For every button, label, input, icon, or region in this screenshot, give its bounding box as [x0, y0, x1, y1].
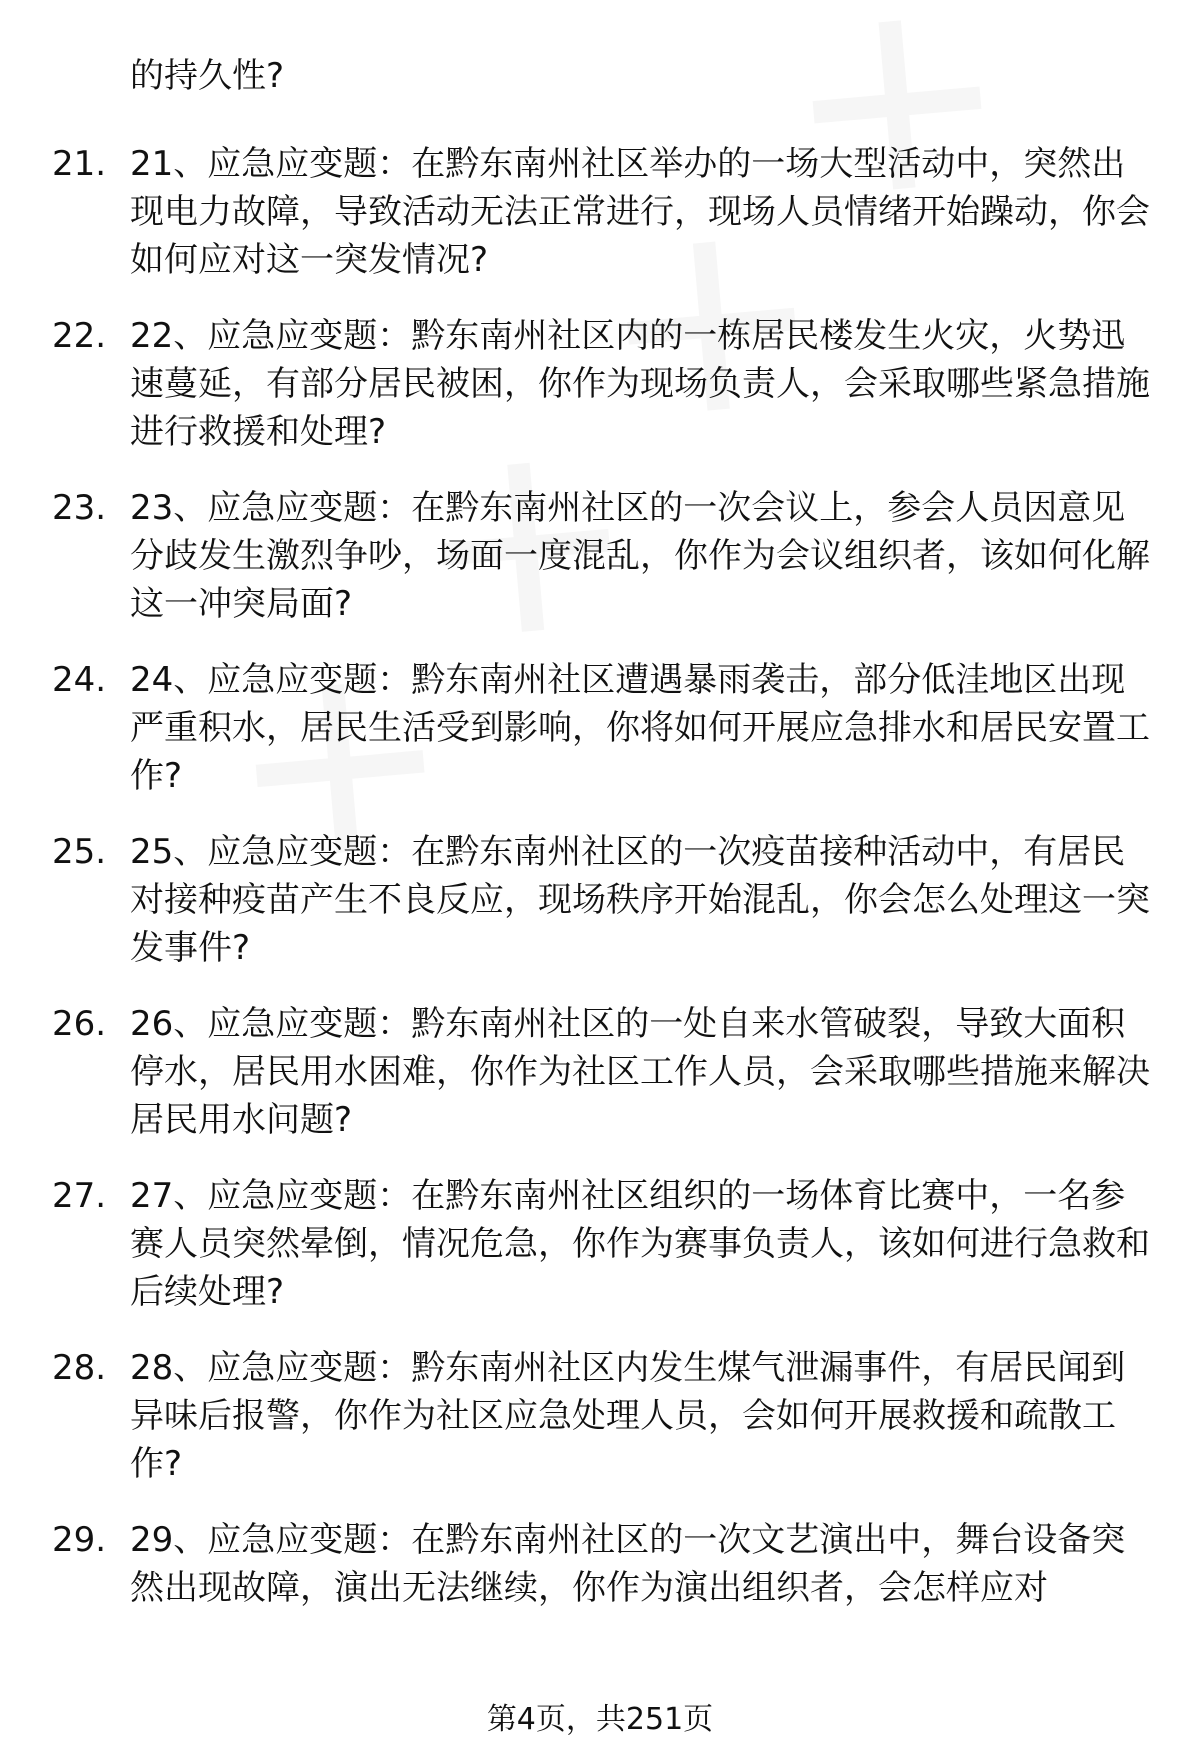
list-item — [0, 1000, 1200, 1172]
question-text: 24、应急应变题：黔东南州社区遭遇暴雨袭击，部分低洼地区出现严重积水，居民生活受到影响，你将如何开展应急排水和居民安置工作? — [130, 660, 1150, 796]
question-number: 27. — [52, 1176, 107, 1216]
page-footer: 第4页，共251页 — [486, 1702, 714, 1737]
question-text: 25、应急应变题：在黔东南州社区的一次疫苗接种活动中，有居民对接种疫苗产生不良反应，现场秩序开始混乱，你会怎么处理这一突发事件? — [130, 832, 1150, 968]
question-text: 21、应急应变题：在黔东南州社区举办的一场大型活动中，突然出现电力故障，导致活动无法正常进行，现场人员情绪开始躁动，你会如何应对这一突发情况? — [130, 144, 1150, 280]
list-item — [0, 656, 1200, 828]
list-item — [0, 828, 1200, 1000]
question-number: 23. — [52, 488, 107, 528]
question-number: 26. — [52, 1004, 107, 1044]
question-text: 23、应急应变题：在黔东南州社区的一次会议上，参会人员因意见分歧发生激烈争吵，场面一度混乱，你作为会议组织者，该如何化解这一冲突局面? — [130, 488, 1150, 624]
question-text: 27、应急应变题：在黔东南州社区组织的一场体育比赛中，一名参赛人员突然晕倒，情况危急，你作为赛事负责人，该如何进行急救和后续处理? — [130, 1176, 1150, 1312]
question-number: 24. — [52, 660, 107, 700]
question-text: 22、应急应变题：黔东南州社区内的一栋居民楼发生火灾，火势迅速蔓延，有部分居民被困，你作为现场负责人，会采取哪些紧急措施进行救援和处理? — [130, 316, 1150, 452]
continued-text: 的持久性? — [130, 56, 285, 96]
question-text: 29、应急应变题：在黔东南州社区的一次文艺演出中，舞台设备突然出现故障，演出无法继续，你作为演出组织者，会怎样应对 — [130, 1520, 1126, 1608]
question-number: 21. — [52, 144, 107, 184]
list-item — [0, 1172, 1200, 1344]
question-number: 29. — [52, 1520, 107, 1560]
question-list — [0, 140, 1200, 1688]
list-item — [0, 1516, 1200, 1688]
list-item — [0, 1344, 1200, 1516]
list-item — [0, 484, 1200, 656]
list-item — [0, 140, 1200, 312]
question-number: 25. — [52, 832, 107, 872]
list-item — [0, 312, 1200, 484]
question-number: 28. — [52, 1348, 107, 1388]
question-text: 26、应急应变题：黔东南州社区的一处自来水管破裂，导致大面积停水，居民用水困难，你作为社区工作人员，会采取哪些措施来解决居民用水问题? — [130, 1004, 1150, 1140]
question-text: 28、应急应变题：黔东南州社区内发生煤气泄漏事件，有居民闻到异味后报警，你作为社区应急处理人员，会如何开展救援和疏散工作? — [130, 1348, 1126, 1484]
question-number: 22. — [52, 316, 107, 356]
